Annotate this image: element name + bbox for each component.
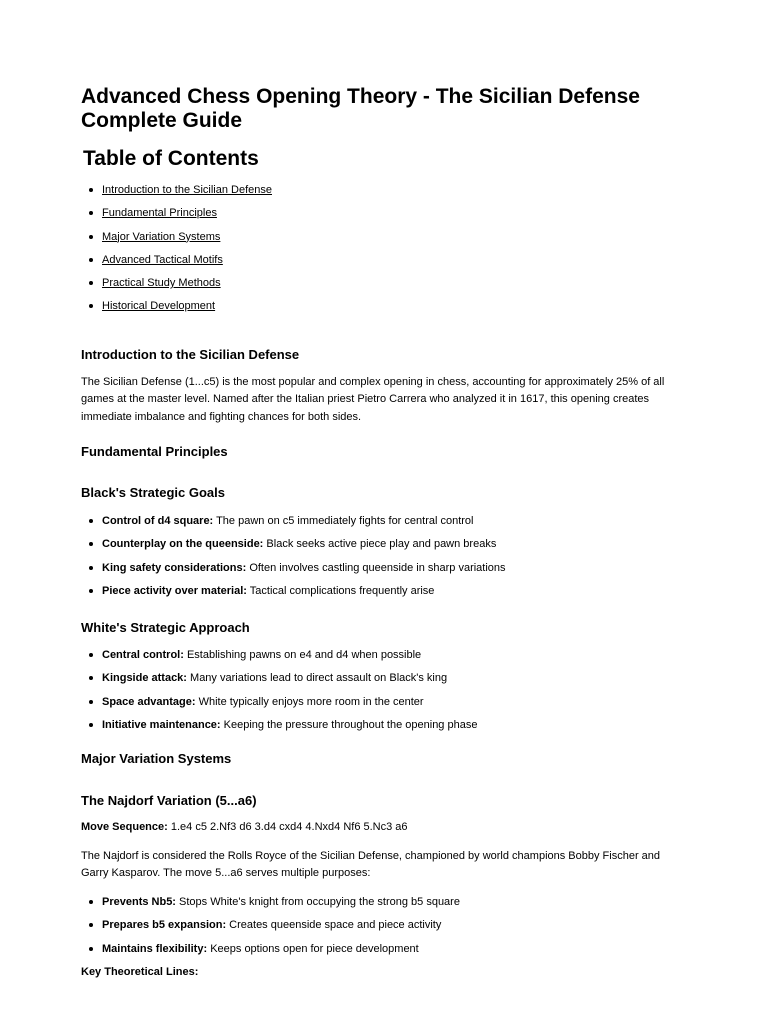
section-heading-variations: Major Variation Systems (81, 751, 232, 766)
toc-item (81, 298, 272, 321)
item-description: Keeping the pressure throughout the opening phase (220, 718, 478, 731)
list-item (81, 560, 506, 583)
bullet-icon (89, 304, 93, 308)
toc-link-fundamental-principles[interactable]: Fundamental Principles (102, 207, 217, 220)
item-description: Keeps options open for piece development (207, 942, 419, 955)
item-term: Central control: (102, 649, 184, 661)
item-term: Control of d4 square: (102, 515, 214, 527)
key-lines-text: Key Theoretical Lines: (81, 966, 199, 978)
item-term: Prevents Nb5: (102, 896, 176, 908)
item-description: Creates queenside space and piece activity (226, 919, 442, 932)
white-approach-list (81, 647, 477, 740)
toc-item (81, 275, 272, 298)
list-item (81, 670, 477, 693)
najdorf-purposes-list (81, 894, 460, 964)
item-term: Maintains flexibility: (102, 942, 208, 955)
item-description: Black seeks active piece play and pawn breaks (263, 538, 497, 551)
najdorf-paragraph: The Najdorf is considered the Rolls Royce of the Sicilian Defense, championed by world champions Bobby Fischer and Garry Kasparov. The move 5...a6 serves multiple purposes: (81, 850, 661, 880)
item-description: White typically enjoys more room in the center (195, 695, 424, 708)
list-item (81, 917, 460, 940)
list-item (81, 717, 477, 740)
list-item (81, 647, 477, 670)
item-term: Counterplay on the queenside: (102, 538, 264, 551)
subheading-black-goals: Black's Strategic Goals (81, 485, 225, 500)
black-goals-list (81, 513, 506, 606)
move-sequence-moves: 1.e4 c5 2.Nf3 d6 3.d4 cxd4 4.Nxd4 Nf6 5.Nc3 a6 (167, 821, 408, 833)
toc-link-tactical-motifs[interactable]: Advanced Tactical Motifs (102, 253, 223, 266)
bullet-icon (89, 235, 93, 239)
section-heading-principles: Fundamental Principles (81, 444, 228, 459)
bullet-icon (89, 676, 93, 680)
bullet-icon (89, 281, 93, 285)
bullet-icon (89, 188, 93, 192)
item-term: Initiative maintenance: (102, 718, 221, 731)
bullet-icon (89, 923, 93, 927)
item-term: Kingside attack: (102, 672, 187, 685)
bullet-icon (89, 258, 93, 262)
bullet-icon (89, 947, 93, 951)
move-sequence (81, 819, 689, 836)
item-description: Tactical complications frequently arise (246, 584, 435, 597)
bullet-icon (89, 723, 93, 727)
toc-link-study-methods[interactable]: Practical Study Methods (102, 277, 221, 290)
toc-link-historical-development[interactable]: Historical Development (102, 300, 216, 313)
bullet-icon (89, 542, 93, 546)
section-heading-introduction: Introduction to the Sicilian Defense (81, 347, 300, 362)
list-item (81, 894, 460, 917)
bullet-icon (89, 900, 93, 904)
intro-paragraph: The Sicilian Defense (1...c5) is the most popular and complex opening in chess, accounting for approximately 25% of all games at the master level. Named after the Italian priest Pietro Carrera who analyzed it in 1617, this opening creates immediate imbalance and fighting chances for both sides. (81, 376, 665, 423)
item-description: Establishing pawns on e4 and d4 when possible (183, 649, 422, 661)
list-item (81, 583, 506, 606)
list-item (81, 536, 506, 559)
bullet-icon (89, 566, 93, 570)
item-term: Space advantage: (102, 695, 196, 708)
item-description: The pawn on c5 immediately fights for central control (213, 515, 474, 527)
list-item (81, 694, 477, 717)
toc-item (81, 229, 272, 252)
toc-item (81, 182, 272, 205)
key-lines-label (81, 964, 689, 981)
item-description: Stops White's knight from occupying the strong b5 square (175, 896, 460, 908)
bullet-icon (89, 700, 93, 704)
item-term: Prepares b5 expansion: (102, 919, 227, 932)
toc-link-introduction[interactable]: Introduction to the Sicilian Defense (102, 184, 272, 196)
move-sequence-label: Move Sequence: (81, 821, 168, 833)
bullet-icon (89, 589, 93, 593)
item-term: King safety considerations: (102, 561, 247, 574)
subheading-white-approach: White's Strategic Approach (81, 620, 250, 635)
bullet-icon (89, 653, 93, 657)
bullet-icon (89, 211, 93, 215)
toc-item (81, 205, 272, 228)
subheading-najdorf: The Najdorf Variation (5...a6) (81, 793, 257, 808)
bullet-icon (89, 519, 93, 523)
item-description: Many variations lead to direct assault on Black's king (186, 672, 448, 685)
toc-list (81, 182, 272, 322)
item-term: Piece activity over material: (102, 584, 247, 597)
list-item (81, 941, 460, 964)
document-title: Advanced Chess Opening Theory - The Sicilian Defense Complete Guide (81, 85, 640, 132)
toc-link-major-variations[interactable]: Major Variation Systems (102, 230, 221, 243)
toc-heading: Table of Contents (83, 147, 259, 170)
list-item (81, 513, 506, 536)
toc-item (81, 252, 272, 275)
item-description: Often involves castling queenside in sharp variations (246, 561, 506, 574)
